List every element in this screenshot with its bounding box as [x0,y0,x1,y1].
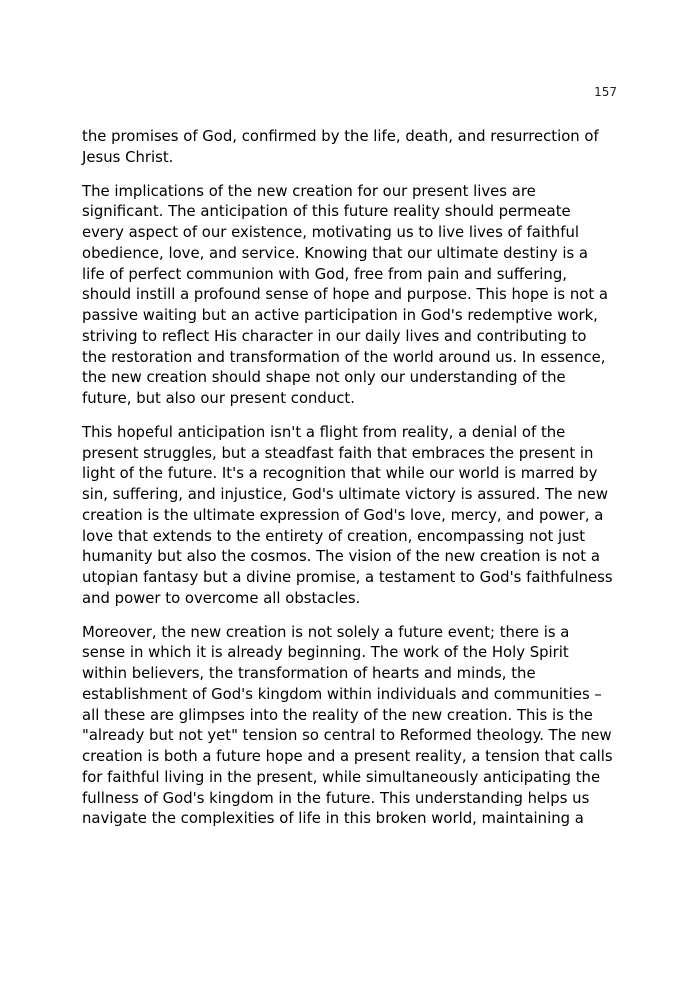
text-line: fullness of God's kingdom in the future. This understanding helps us [82,788,590,807]
paragraph [82,622,620,830]
body-text [82,126,620,842]
text-line: for faithful living in the present, while simultaneously anticipating the [82,767,601,786]
text-line: all these are glimpses into the reality of the new creation. This is the [82,705,593,724]
text-line: life of perfect communion with God, free from pain and suffering, [82,264,567,283]
text-line: sense in which it is already beginning. The work of the Holy Spirit [82,643,569,662]
text-line: creation is the ultimate expression of God's love, mercy, and power, a [82,505,604,524]
text-line: the promises of God, confirmed by the life, death, and resurrection of [82,127,599,145]
text-line: utopian fantasy but a divine promise, a testament to God's faithfulness [82,568,613,586]
text-line: and power to overcome all obstacles. [82,588,361,607]
text-line: This hopeful anticipation isn't a flight from reality, a denial of the [82,422,566,441]
text-line: the new creation should shape not only our understanding of the [82,368,566,387]
text-line: humanity but also the cosmos. The vision of the new creation is not a [82,547,600,566]
text-line: "already but not yet" tension so central to Reformed theology. The new [82,726,612,745]
text-line: love that extends to the entirety of creation, encompassing not just [82,526,586,545]
paragraph [82,126,620,168]
text-line: Jesus Christ. [82,147,174,166]
text-line: Moreover, the new creation is not solely a future event; there is a [82,622,570,641]
text-line: should instill a profound sense of hope and purpose. This hope is not a [82,285,608,304]
text-line: obedience, love, and service. Knowing that our ultimate destiny is a [82,243,588,262]
text-line: light of the future. It's a recognition that while our world is marred by [82,464,598,483]
paragraph [82,422,620,609]
text-line: future, but also our present conduct. [82,389,355,407]
paragraph [82,181,620,409]
text-line: the restoration and transformation of the world around us. In essence, [82,347,606,366]
text-line: striving to reflect His character in our daily lives and contributing to [82,326,587,345]
text-line: establishment of God's kingdom within individuals and communities – [82,684,602,703]
text-line: within believers, the transformation of hearts and minds, the [82,664,536,682]
text-line: present struggles, but a steadfast faith that embraces the present in [82,443,594,462]
text-line: creation is both a future hope and a present reality, a tension that calls [82,747,613,765]
text-line: significant. The anticipation of this future reality should permeate [82,202,571,221]
text-line: navigate the complexities of life in this broken world, maintaining a [82,809,584,828]
text-line: The implications of the new creation for our present lives are [82,181,536,200]
text-line: every aspect of our existence, motivating us to live lives of faithful [82,223,579,241]
text-line: passive waiting but an active participation in God's redemptive work, [82,306,598,324]
text-line: sin, suffering, and injustice, God's ultimate victory is assured. The new [82,485,608,503]
page-number: 157 [594,85,617,99]
